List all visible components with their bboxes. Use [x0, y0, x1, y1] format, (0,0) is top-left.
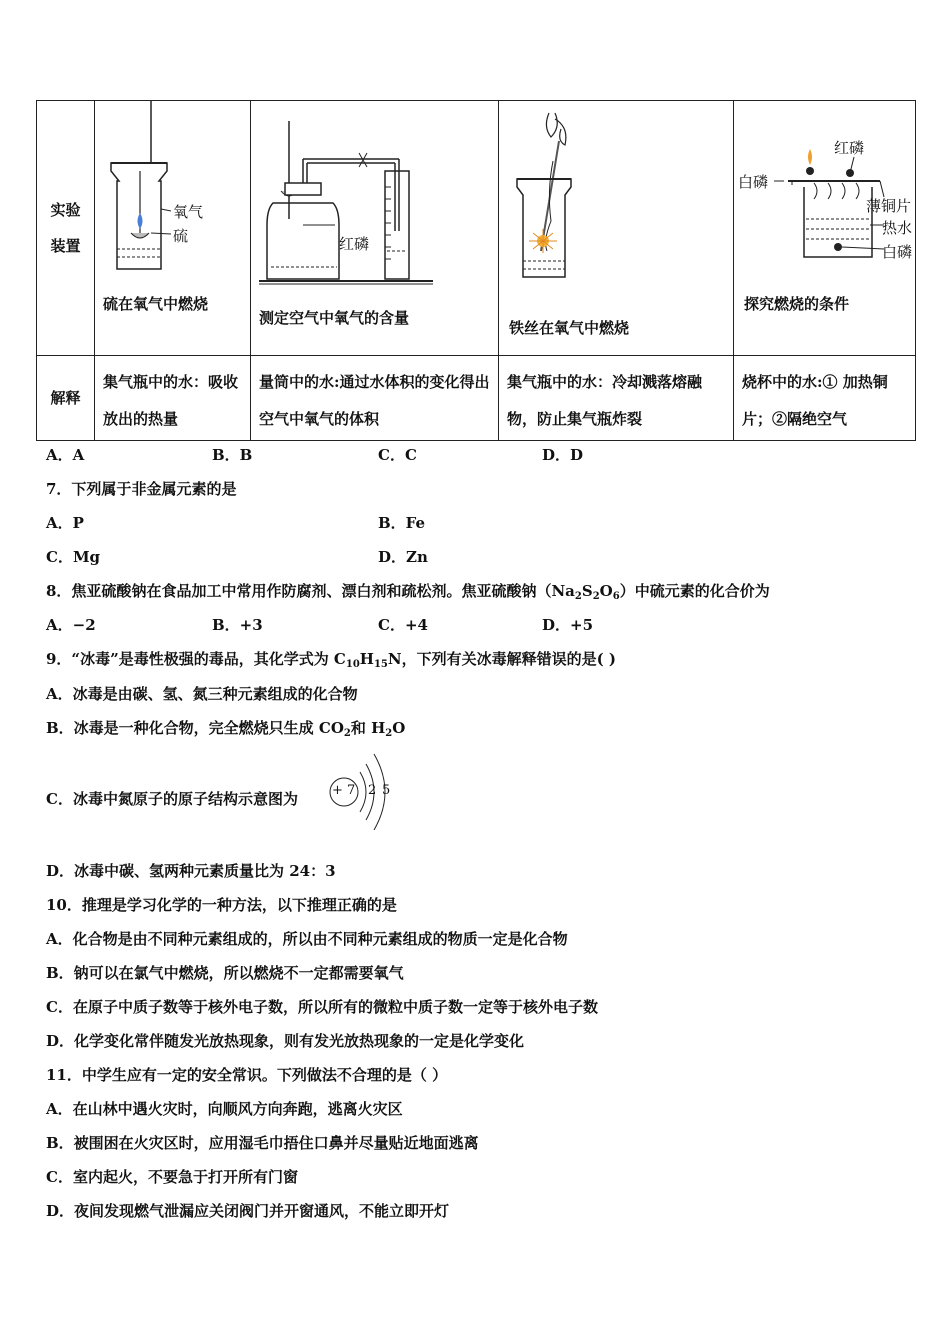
q7-option-b: B．Fe	[378, 514, 426, 532]
experiment-table	[36, 100, 916, 441]
label-hot-water: 热水	[882, 219, 913, 237]
apparatus-oxygen-content	[251, 101, 499, 356]
q7-stem: 7．下列属于非金属元素的是	[46, 480, 237, 498]
q7-option-d: D．Zn	[378, 548, 428, 566]
q7-option-c: C．Mg	[46, 548, 101, 566]
q10-option-d: D．化学变化常伴随发光放热现象，则有发光放热现象的一定是化学变化	[46, 1032, 525, 1050]
label-red-phosphorus: 红磷	[339, 235, 370, 253]
apparatus-combustion	[734, 101, 916, 356]
q11-option-a: A．在山林中遇火灾时，向顺风方向奔跑，逃离火灾区	[46, 1100, 403, 1118]
q8-option-a: A．−2	[46, 616, 96, 634]
row-header-explanation: 解释	[37, 356, 95, 441]
atom-shell-1: 2	[368, 783, 377, 798]
q10-option-a: A．化合物是由不同种元素组成的，所以由不同种元素组成的物质一定是化合物	[46, 930, 568, 948]
q6-option-d: D．D	[542, 446, 584, 464]
label-white-phosphorus-top: 白磷	[738, 173, 769, 191]
explanation-iron-wire: 集气瓶中的水：冷却溅落熔融物，防止集气瓶炸裂	[499, 356, 734, 441]
q11-option-b: B．被围困在火灾区时，应用湿毛巾捂住口鼻并尽量贴近地面逃离	[46, 1134, 479, 1152]
label-copper-sheet: 薄铜片	[866, 197, 912, 215]
q6-option-c: C．C	[378, 446, 417, 464]
q6-option-a: A．A	[46, 446, 85, 464]
explanation-oxygen-content: 量筒中的水:通过水体积的变化得出空气中氧气的体积	[251, 356, 499, 441]
q9-option-d: D．冰毒中碳、氢两种元素质量比为 24：3	[46, 862, 336, 880]
q8-option-d: D．+5	[542, 616, 594, 634]
q9-stem: 9．“冰毒”是毒性极强的毒品，其化学式为 $C_{10}H_{15}N$，下列有关冰毒解释错误的是( )	[46, 650, 617, 670]
caption-combustion: 探究燃烧的条件	[744, 295, 850, 313]
q9-option-a: A．冰毒是由碳、氢、氮三种元素组成的化合物	[46, 685, 358, 703]
q10-option-c: C．在原子中质子数等于核外电子数，所以所有的微粒中质子数一定等于核外电子数	[46, 998, 598, 1016]
caption-sulfur: 硫在氧气中燃烧	[103, 295, 209, 313]
atom-nucleus: + 7	[332, 783, 356, 798]
label-red-phosphorus-2: 红磷	[834, 139, 865, 157]
q10-option-b: B．钠可以在氯气中燃烧，所以燃烧不一定都需要氧气	[46, 964, 404, 982]
atom-shell-2: 5	[382, 783, 391, 798]
label-sulfur: 硫	[173, 227, 189, 245]
q8-stem: 8．焦亚硫酸钠在食品加工中常用作防腐剂、漂白剂和疏松剂。焦亚硫酸钠$(Na_2S_2O_6)$中硫元素的化合价为	[46, 582, 770, 602]
apparatus-iron-wire	[499, 101, 734, 356]
q9-option-b: B．冰毒是一种化合物，完全燃烧只生成 $CO_2$和 $H_2O$	[46, 719, 406, 739]
nitrogen-atom-structure-diagram	[326, 750, 406, 830]
row-header-apparatus: 实验 装置	[37, 101, 95, 356]
q11-stem: 11．中学生应有一定的安全常识。下列做法不合理的是（ ）	[46, 1066, 448, 1084]
q9-option-c: C．冰毒中氮原子的原子结构示意图为	[46, 790, 298, 808]
q11-option-d: D．夜间发现燃气泄漏应关闭阀门并开窗通风，不能立即开灯	[46, 1202, 450, 1220]
q8-option-b: B．+3	[212, 616, 263, 634]
q8-option-c: C．+4	[378, 616, 428, 634]
explanation-sulfur: 集气瓶中的水：吸收放出的热量	[95, 356, 251, 441]
label-oxygen: 氧气	[173, 203, 204, 221]
q10-stem: 10．推理是学习化学的一种方法，以下推理正确的是	[46, 896, 397, 914]
explanation-combustion: 烧杯中的水:① 加热铜片；②隔绝空气	[734, 356, 916, 441]
caption-oxygen-content: 测定空气中氧气的含量	[259, 309, 410, 327]
label-white-phosphorus-bottom: 白磷	[882, 243, 913, 261]
q7-option-a: A．P	[46, 514, 84, 532]
q6-option-b: B．B	[212, 446, 253, 464]
caption-iron-wire: 铁丝在氧气中燃烧	[509, 319, 630, 337]
apparatus-sulfur	[95, 101, 251, 356]
q11-option-c: C．室内起火，不要急于打开所有门窗	[46, 1168, 298, 1186]
